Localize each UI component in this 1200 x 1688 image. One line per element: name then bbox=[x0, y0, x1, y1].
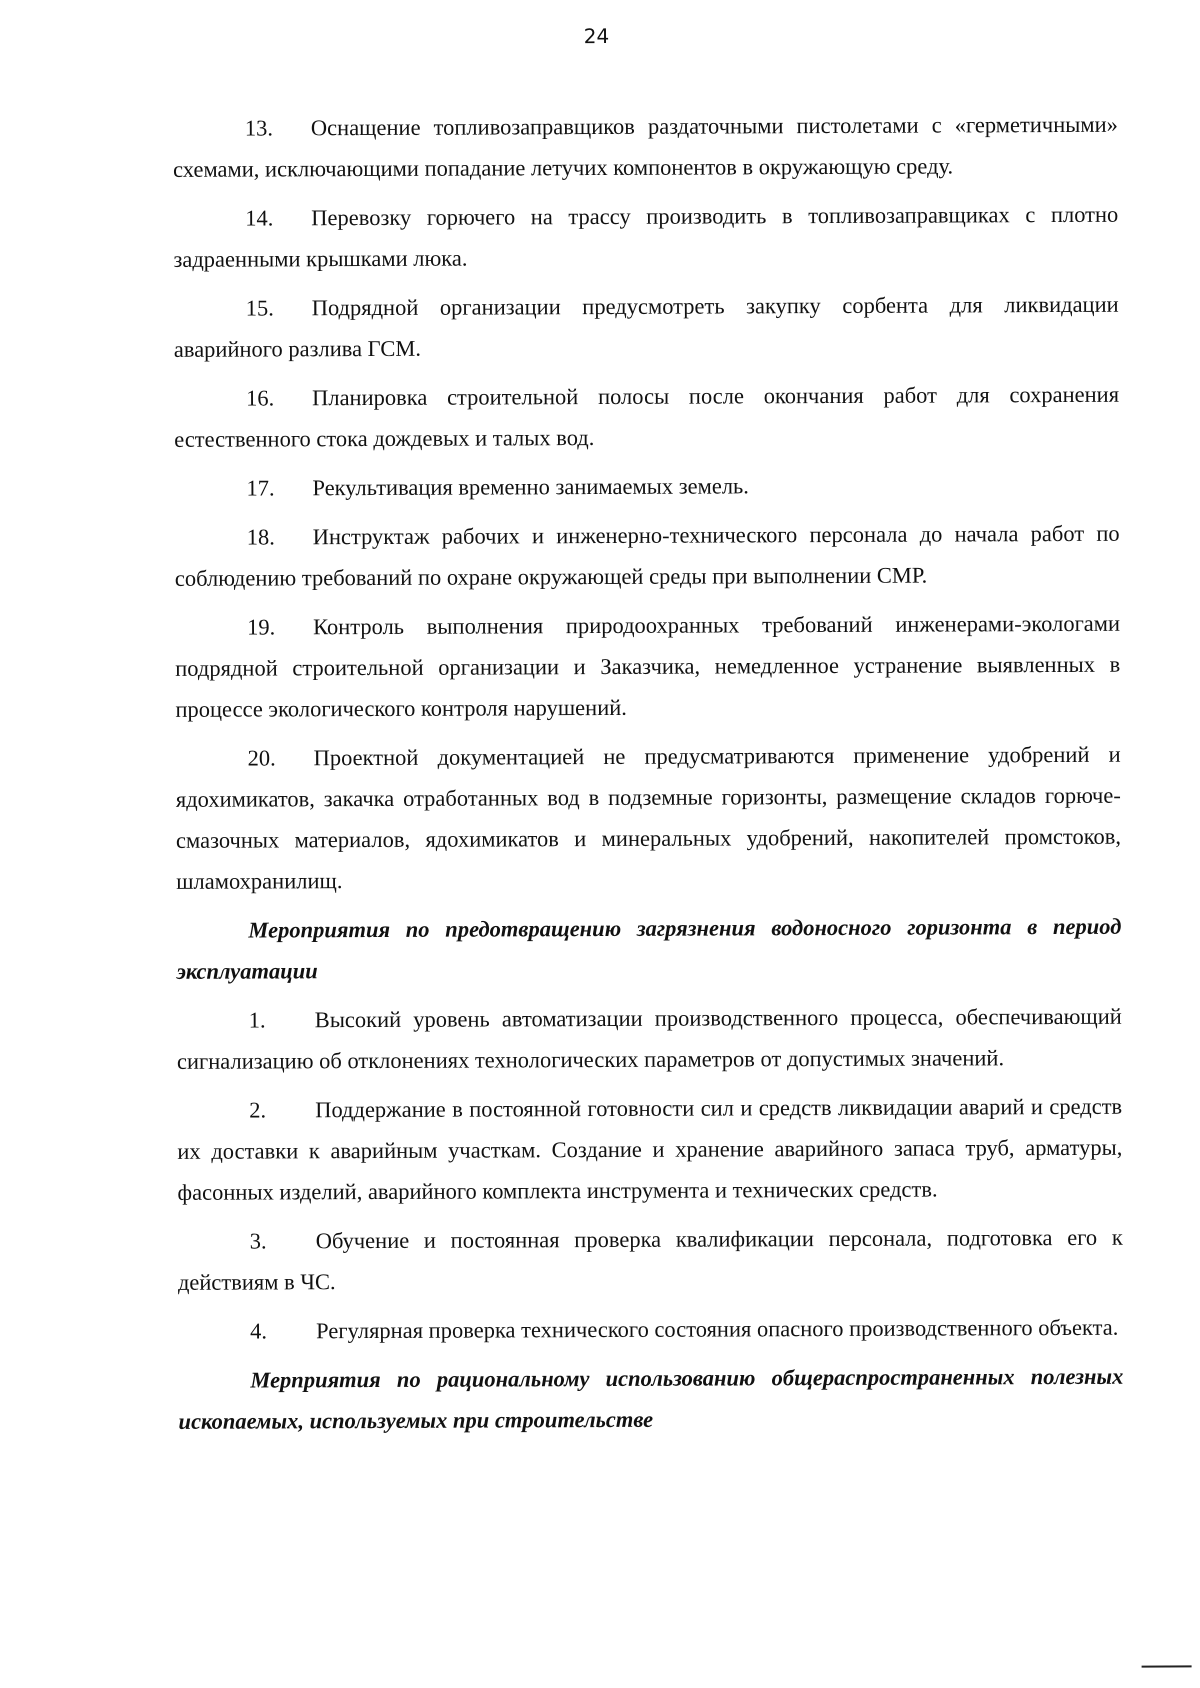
item-text: Перевозку горючего на трассу производить в топливозаправщиках с плотно задраенными крышками люка. bbox=[173, 201, 1119, 272]
paragraph bbox=[174, 464, 1119, 509]
list-item bbox=[178, 1307, 1123, 1352]
item-number: 16. bbox=[246, 385, 275, 411]
item-text: Высокий уровень автоматизации производственного процесса, обеспечивающий сигнализацию об отклонениях технологических параметров от допустимых значений. bbox=[176, 1003, 1122, 1074]
list-item bbox=[175, 603, 1121, 730]
paragraph bbox=[177, 996, 1122, 1082]
item-number: 2. bbox=[249, 1097, 267, 1123]
item-number: 20. bbox=[247, 745, 276, 771]
item-number: 3. bbox=[249, 1228, 267, 1254]
item-text: Подрядной организации предусмотреть закупку сорбента для ликвидации аварийного разлива ГСМ. bbox=[173, 291, 1119, 362]
section-heading: Мероприятия по предотвращению загрязнения водоносного горизонта в период эксплуатации bbox=[176, 913, 1122, 984]
list-item bbox=[176, 734, 1122, 902]
item-text: Поддержание в постоянной готовности сил и средств ликвидации аварий и средств их доставки к аварийным участкам. Создание и хранение аварийного запаса труб, арматуры, фасонных изделий, аварийного комплекта инструмента и технических средств. bbox=[177, 1093, 1123, 1205]
item-number: 1. bbox=[248, 1007, 266, 1033]
item-text: Обучение и постоянная проверка квалификации персонала, подготовка его к действиям в ЧС. bbox=[177, 1224, 1123, 1295]
paragraph bbox=[175, 603, 1121, 730]
item-text: Инструктаж рабочих и инженерно-технического персонала до начала работ по соблюдению требований по охране окружающей среды при выполнении СМР. bbox=[174, 520, 1120, 591]
item-number: 17. bbox=[246, 475, 275, 501]
item-text: Проектной документацией не предусматриваются применение удобрений и ядохимикатов, закачка отработанных вод в подземные горизонты, размещение складов горюче-смазочных материалов, ядохимикатов и минеральных удобрений, накопителей промстоков, шламохранилищ. bbox=[175, 741, 1122, 894]
document-body bbox=[173, 104, 1124, 1450]
paragraph bbox=[173, 194, 1118, 280]
item-text: Оснащение топливозаправщиков раздаточными пистолетами с «герметичными» схемами, исключающими попадание летучих компонентов в окружающую среду. bbox=[173, 111, 1118, 182]
section-heading: Мерприятия по рациональному использованию общераспространенных полезных ископаемых, используемых при строительстве bbox=[178, 1363, 1124, 1434]
paragraph bbox=[178, 1307, 1123, 1352]
page-number: 24 bbox=[583, 23, 610, 49]
list-item bbox=[173, 104, 1118, 190]
list-item bbox=[178, 1217, 1123, 1303]
item-number: 15. bbox=[245, 295, 274, 321]
item-number: 18. bbox=[246, 524, 275, 550]
item-text: Рекультивация временно занимаемых земель. bbox=[312, 473, 749, 501]
item-text: Планировка строительной полосы после окончания работ для сохранения естественного стока дождевых и талых вод. bbox=[174, 381, 1120, 452]
item-text: Контроль выполнения природоохранных требований инженерами-экологами подрядной строительной организации и Заказчика, немедленное устранение выявленных в процессе экологического контроля нарушений. bbox=[175, 610, 1121, 722]
paragraph bbox=[176, 734, 1122, 902]
paragraph bbox=[174, 284, 1119, 370]
item-number: 19. bbox=[247, 614, 276, 640]
list-item bbox=[175, 513, 1120, 599]
item-number: 13. bbox=[244, 115, 274, 141]
paragraph bbox=[178, 1217, 1123, 1303]
item-number: 14. bbox=[245, 205, 274, 231]
item-number: 4. bbox=[250, 1318, 268, 1344]
list-item bbox=[177, 996, 1122, 1082]
footer-divider bbox=[1142, 1665, 1192, 1667]
list-item bbox=[173, 194, 1118, 280]
item-text: Регулярная проверка технического состояния опасного производственного объекта. bbox=[316, 1314, 1119, 1344]
paragraph bbox=[175, 513, 1120, 599]
list-item bbox=[174, 464, 1119, 509]
paragraph bbox=[177, 1086, 1123, 1213]
list-item bbox=[174, 374, 1119, 460]
list-item bbox=[177, 1086, 1123, 1213]
paragraph bbox=[174, 374, 1119, 460]
paragraph bbox=[173, 104, 1118, 190]
list-item bbox=[174, 284, 1119, 370]
